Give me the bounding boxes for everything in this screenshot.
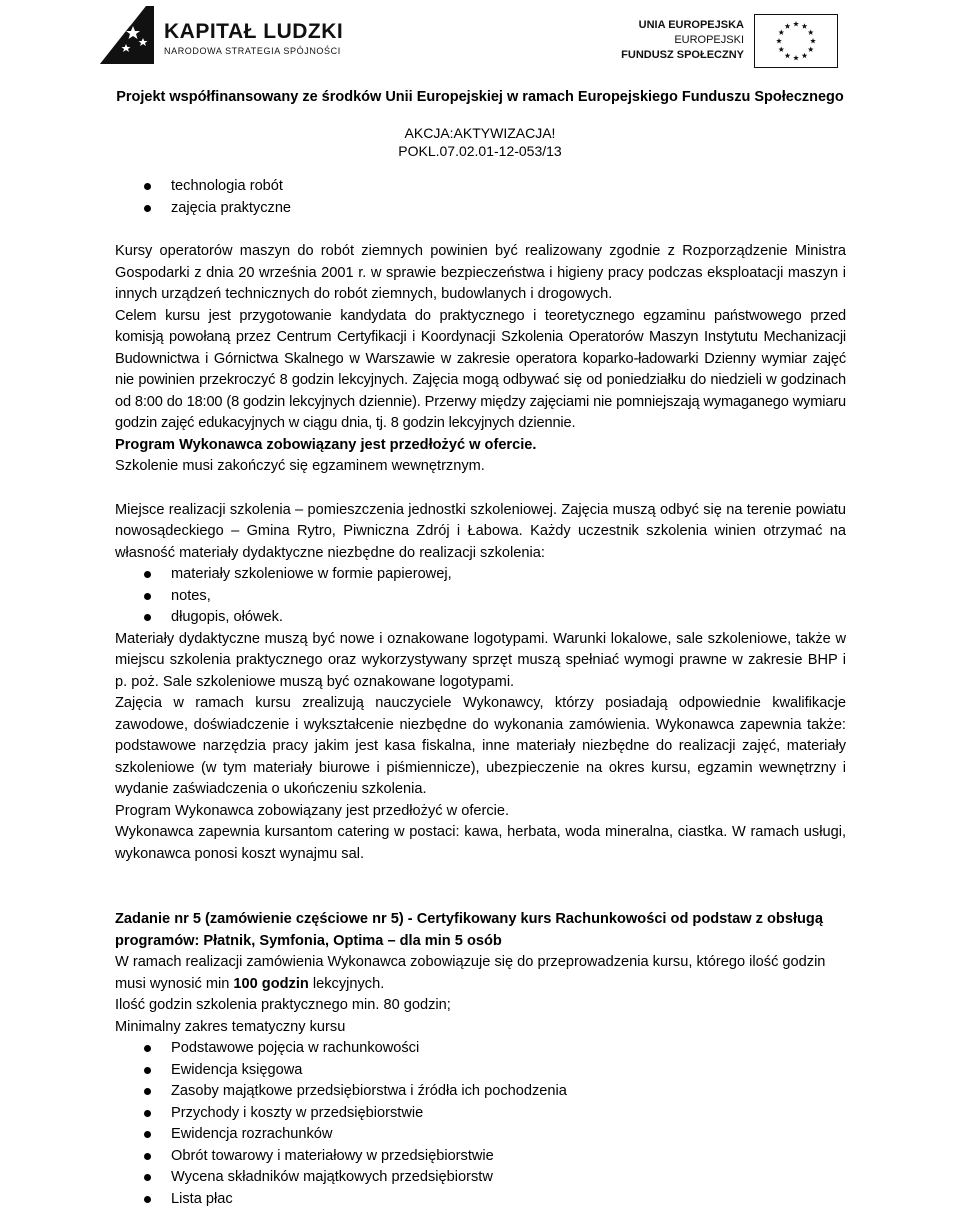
practical-hours: Ilość godzin szkolenia praktycznego min. 80 godzin; — [115, 995, 846, 1017]
list-item: Wycena składników majątkowych przedsiębiorstw — [115, 1167, 846, 1189]
eu-flag-icon — [754, 14, 838, 68]
project-action — [0, 124, 960, 160]
list-item: Zasoby majątkowe przedsiębiorstwa i źródła ich pochodzenia — [115, 1081, 846, 1103]
project-number: POKL.07.02.01-12-053/13 — [0, 142, 960, 160]
eu-logo — [630, 14, 860, 64]
eu-line-1: UNIA EUROPEJSKA — [621, 18, 744, 33]
catering-paragraph: Wykonawca zapewnia kursantom catering w postaci: kawa, herbata, woda mineralna, ciastka. W ramach usługi, wykonawca ponosi koszt wynajmu sal. — [115, 822, 846, 865]
course-hours-value: 100 godzin — [233, 976, 308, 992]
list-item: notes, — [115, 586, 846, 608]
eu-logo-text — [621, 18, 744, 63]
exam-requirement: Szkolenie musi zakończyć się egzaminem wewnętrznym. — [115, 456, 846, 478]
task-5-title: Zadanie nr 5 (zamówienie częściowe nr 5) - Certyfikowany kurs Rachunkowości od podstaw z obsługą programów: Płatnik, Symfonia, Optima – dla min 5 osób — [115, 909, 846, 952]
cofinancing-statement: Projekt współfinansowany ze środków Unii Europejskiej w ramach Europejskiego Funduszu Społecznego — [0, 89, 960, 105]
kapital-ludzki-emblem-icon — [100, 6, 154, 64]
program-requirement-bold: Program Wykonawca zobowiązany jest przedłożyć w ofercie. — [115, 435, 846, 457]
list-item: Podstawowe pojęcia w rachunkowości — [115, 1038, 846, 1060]
teachers-paragraph: Zajęcia w ramach kursu zrealizują nauczyciele Wykonawcy, którzy posiadają odpowiednie kwalifikacje zawodowe, doświadczenie i wykształcenie niezbędne do wykonania zamówienia. Wykonawca zapewnia także: podstawowe narzędzia pracy jakim jest kasa fiskalna, inne materiały niezbędne do realizacji zajęć, materiały szkoleniowe (w tym materiały biurowe i piśmiennicze), ubezpieczenie na okres kursu, egzamin wewnętrzny i wydanie zaświadczenia o ukończeniu szkolenia. — [115, 693, 846, 801]
materials-list — [115, 564, 846, 629]
topics-list-continued — [115, 176, 846, 219]
regulation-paragraph: Kursy operatorów maszyn do robót ziemnych powinien być realizowany zgodnie z Rozporządzenie Ministra Gospodarki z dnia 20 września 2001 r. w sprawie bezpieczeństwa i higieny pracy podczas eksploatacji maszyn i innych urządzeń technicznych do robót ziemnych, budowlanych i drogowych. — [115, 241, 846, 306]
kapital-ludzki-subtitle: NARODOWA STRATEGIA SPÓJNOŚCI — [164, 46, 341, 56]
course-hours-suffix: lekcyjnych. — [309, 976, 384, 992]
kapital-ludzki-title: KAPITAŁ LUDZKI — [164, 20, 343, 44]
course-hours-paragraph — [115, 952, 846, 995]
training-place-paragraph: Miejsce realizacji szkolenia – pomieszczenia jednostki szkoleniowej. Zajęcia muszą odbyć się na terenie powiatu nowosądeckiego – Gmina Rytro, Piwniczna Zdrój i Łabowa. Każdy uczestnik szkolenia winien otrzymać na własność materiały dydaktyczne niezbędne do realizacji szkolenia: — [115, 500, 846, 565]
list-item: zajęcia praktyczne — [115, 198, 846, 220]
list-item: Przychody i koszty w przedsiębiorstwie — [115, 1103, 846, 1125]
list-item: Ewidencja księgowa — [115, 1060, 846, 1082]
list-item: Lista płac — [115, 1189, 846, 1210]
list-item: technologia robót — [115, 176, 846, 198]
course-goal-paragraph: Celem kursu jest przygotowanie kandydata do praktycznego i teoretycznego egzaminu państwowego przed komisją powołaną przez Centrum Certyfikacji i Koordynacji Szkolenia Operatorów Maszyn Instytutu Mechanizacji Budownictwa i Górnictwa Skalnego w Warszawie w zakresie operatora koparko-ładowarki Dzienny wymiar zajęć nie powinien przekroczyć 8 godzin lekcyjnych. Zajęcia mogą odbywać się od poniedziałku do niedzieli w godzinach od 8:00 do 18:00 (8 godzin lekcyjnych dziennie). Przerwy między zajęciami nie pomniejszają wymaganego wymiaru godzin zajęć edukacyjnych w ciągu dnia, tj. 8 godzin lekcyjnych dziennie. — [115, 306, 846, 435]
document-body — [115, 176, 846, 1210]
page-header — [0, 0, 960, 80]
program-requirement: Program Wykonawca zobowiązany jest przedłożyć w ofercie. — [115, 801, 846, 823]
list-item: materiały szkoleniowe w formie papierowej, — [115, 564, 846, 586]
action-name: AKCJA:AKTYWIZACJA! — [0, 124, 960, 142]
eu-line-3: FUNDUSZ SPOŁECZNY — [621, 48, 744, 63]
logos-paragraph: Materiały dydaktyczne muszą być nowe i oznakowane logotypami. Warunki lokalowe, sale szkoleniowe, także w miejscu szkolenia praktycznego oraz wykorzystywany sprzęt muszą spełniać wymogi prawne w zakresie BHP i p. poż. Sale szkoleniowe muszą być oznakowane logotypami. — [115, 629, 846, 694]
list-item: Obrót towarowy i materiałowy w przedsiębiorstwie — [115, 1146, 846, 1168]
list-item: Ewidencja rozrachunków — [115, 1124, 846, 1146]
course-hours-text: W ramach realizacji zamówienia Wykonawca zobowiązuje się do przeprowadzenia kursu, którego ilość godzin musi wynosić min — [115, 954, 825, 992]
eu-line-2: EUROPEJSKI — [621, 33, 744, 48]
course-scope-heading: Minimalny zakres tematyczny kursu — [115, 1017, 846, 1039]
kapital-ludzki-logo — [100, 6, 340, 66]
course-topics-list — [115, 1038, 846, 1210]
list-item: długopis, ołówek. — [115, 607, 846, 629]
